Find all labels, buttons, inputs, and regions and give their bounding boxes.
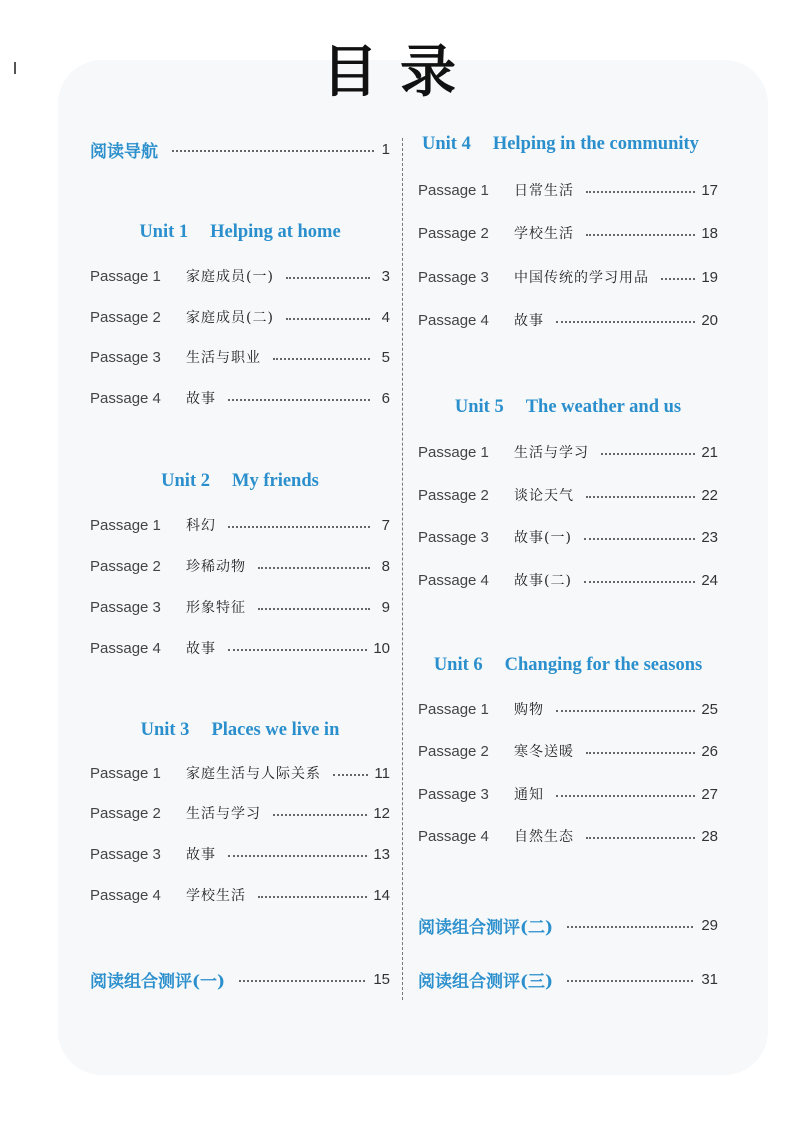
toc-entry[interactable] (418, 438, 718, 466)
toc-entry[interactable] (90, 262, 390, 290)
passage-topic: 故事 (514, 313, 544, 329)
unit-heading-6[interactable] (418, 655, 718, 685)
unit-number: Unit 1 (139, 222, 189, 242)
passage-topic: 寒冬送暖 (514, 744, 574, 760)
passage-topic: 通知 (514, 787, 544, 803)
leader-dots (584, 538, 695, 540)
toc-entry[interactable] (418, 737, 718, 765)
leader-dots (228, 526, 370, 528)
leader-dots (556, 321, 695, 323)
unit-name: My friends (231, 471, 319, 491)
unit-name: Helping at home (210, 222, 341, 242)
unit-name: The weather and us (525, 397, 682, 417)
leader-dots (239, 980, 365, 982)
page-number: 27 (701, 785, 718, 803)
leader-dots (273, 814, 367, 816)
passage-topic: 家庭成员(一) (186, 269, 274, 285)
toc-entry[interactable] (90, 840, 390, 868)
leader-dots (584, 581, 695, 583)
page-number: 9 (381, 598, 390, 616)
leader-dots (273, 358, 370, 360)
unit-number: Unit 2 (161, 471, 210, 491)
toc-entry[interactable] (418, 566, 718, 594)
passage-label: Passage 2 (418, 224, 489, 242)
passage-label: Passage 4 (90, 389, 161, 407)
passage-topic: 家庭成员(二) (186, 310, 274, 326)
leader-dots (586, 752, 695, 754)
passage-label: Passage 3 (418, 528, 489, 546)
toc-test-entry[interactable] (90, 964, 390, 994)
passage-topic: 故事 (186, 847, 216, 863)
passage-label: Passage 3 (90, 348, 161, 366)
passage-topic: 学校生活 (186, 888, 246, 904)
passage-label: Passage 2 (418, 742, 489, 760)
unit-number: Unit 5 (454, 397, 504, 417)
passage-topic: 谈论天气 (514, 488, 574, 504)
passage-label: Passage 3 (90, 598, 161, 616)
passage-label: Passage 4 (418, 311, 489, 329)
passage-topic: 故事(一) (514, 530, 572, 546)
passage-topic: 形象特征 (186, 600, 246, 616)
passage-label: Passage 3 (418, 785, 489, 803)
leader-dots (258, 608, 370, 610)
page-number: 25 (701, 700, 718, 718)
leader-dots (601, 453, 695, 455)
passage-label: Passage 4 (90, 639, 161, 657)
passage-label: Passage 1 (418, 181, 489, 199)
passage-topic: 学校生活 (514, 226, 574, 242)
passage-label: Passage 3 (418, 268, 489, 286)
page-number: 26 (701, 742, 718, 760)
unit-number: Unit 3 (140, 720, 190, 740)
toc-entry[interactable] (90, 881, 390, 909)
page-number: 7 (381, 516, 390, 534)
page-number: 14 (373, 886, 390, 904)
leader-dots (258, 896, 367, 898)
page-number: 13 (373, 845, 390, 863)
page-number: 21 (701, 443, 718, 461)
toc-entry[interactable] (90, 384, 390, 412)
page-number: 15 (373, 970, 390, 988)
page-number: 24 (701, 571, 718, 589)
passage-label: Passage 4 (90, 886, 161, 904)
passage-topic: 故事 (186, 391, 216, 407)
leader-dots (586, 234, 695, 236)
leader-dots (567, 926, 693, 928)
unit-name: Changing for the seasons (504, 655, 703, 675)
leader-dots (586, 496, 695, 498)
leader-dots (286, 318, 370, 320)
passage-topic: 购物 (514, 702, 544, 718)
leader-dots (556, 795, 695, 797)
passage-label: Passage 1 (90, 764, 161, 782)
unit-name: Helping in the community (492, 134, 699, 154)
passage-label: Passage 1 (418, 700, 489, 718)
toc-nav-title: 阅读导航 (90, 141, 158, 162)
toc-entry[interactable] (90, 759, 390, 787)
page-number: 3 (381, 267, 390, 285)
test-title: 阅读组合测评(一) (90, 971, 226, 992)
page-number: 31 (701, 970, 718, 988)
page-number: 20 (701, 311, 718, 329)
passage-topic: 珍稀动物 (186, 559, 246, 575)
passage-topic: 科幻 (186, 518, 216, 534)
toc-entry[interactable] (90, 511, 390, 539)
toc-test-entry[interactable] (418, 964, 718, 994)
passage-topic: 家庭生活与人际关系 (186, 766, 321, 782)
leader-dots (333, 774, 368, 776)
leader-dots (556, 710, 695, 712)
toc-entry[interactable] (90, 593, 390, 621)
unit-heading-2[interactable] (90, 471, 390, 501)
page-number: 29 (701, 916, 718, 934)
passage-label: Passage 4 (418, 827, 489, 845)
passage-topic: 自然生态 (514, 829, 574, 845)
passage-label: Passage 1 (90, 267, 161, 285)
page-title: 目录 (322, 40, 478, 105)
toc-entry[interactable] (418, 263, 718, 291)
passage-label: Passage 4 (418, 571, 489, 589)
leader-dots (172, 150, 374, 152)
page-number: 11 (374, 764, 390, 782)
page-number: 17 (701, 181, 718, 199)
passage-topic: 故事(二) (514, 573, 572, 589)
leader-dots (586, 837, 695, 839)
passage-topic: 中国传统的学习用品 (514, 270, 649, 286)
toc-entry[interactable] (90, 303, 390, 331)
toc-entry[interactable] (418, 780, 718, 808)
leader-dots (228, 855, 367, 857)
leader-dots (567, 980, 693, 982)
toc-entry[interactable] (418, 176, 718, 204)
toc-nav-entry[interactable] (90, 134, 390, 164)
toc-entry[interactable] (418, 219, 718, 247)
page-number: 8 (381, 557, 390, 575)
page-number: 19 (701, 268, 718, 286)
page-number: 6 (381, 389, 390, 407)
leader-dots (258, 567, 370, 569)
passage-label: Passage 1 (90, 516, 161, 534)
toc-entry[interactable] (418, 306, 718, 334)
page-number: 23 (701, 528, 718, 546)
passage-topic: 生活与学习 (186, 806, 261, 822)
leader-dots (286, 277, 370, 279)
toc-entry[interactable] (418, 822, 718, 850)
toc-entry[interactable] (90, 343, 390, 371)
page-number: 28 (701, 827, 718, 845)
toc-entry[interactable] (90, 552, 390, 580)
toc-test-entry[interactable] (418, 910, 718, 940)
passage-label: Passage 2 (90, 804, 161, 822)
test-title: 阅读组合测评(三) (418, 971, 554, 992)
page-number: 1 (381, 140, 390, 158)
passage-topic: 故事 (186, 641, 216, 657)
toc-entry[interactable] (90, 634, 390, 662)
leader-dots (661, 278, 695, 280)
toc-entry[interactable] (418, 481, 718, 509)
page-number: 4 (381, 308, 390, 326)
passage-label: Passage 2 (418, 486, 489, 504)
page-number: 12 (373, 804, 390, 822)
page-number: 18 (701, 224, 718, 242)
toc-entry[interactable] (418, 695, 718, 723)
unit-heading-1[interactable] (90, 222, 390, 252)
unit-name: Places we live in (211, 720, 340, 740)
passage-topic: 生活与职业 (186, 350, 261, 366)
column-divider (402, 138, 403, 1000)
unit-number: Unit 6 (433, 655, 483, 675)
passage-label: Passage 2 (90, 557, 161, 575)
passage-topic: 生活与学习 (514, 445, 589, 461)
unit-heading-4[interactable] (422, 134, 718, 164)
test-title: 阅读组合测评(二) (418, 917, 554, 938)
toc-entry[interactable] (90, 799, 390, 827)
leader-dots (228, 649, 367, 651)
leader-dots (586, 191, 695, 193)
passage-topic: 日常生活 (514, 183, 574, 199)
unit-number: Unit 4 (422, 134, 471, 154)
leader-dots (228, 399, 370, 401)
passage-label: Passage 1 (418, 443, 489, 461)
page-number: 10 (373, 639, 390, 657)
page-number: 22 (701, 486, 718, 504)
page-number: 5 (381, 348, 390, 366)
passage-label: Passage 2 (90, 308, 161, 326)
unit-heading-5[interactable] (418, 397, 718, 427)
toc-entry[interactable] (418, 523, 718, 551)
unit-heading-3[interactable] (90, 720, 390, 750)
passage-label: Passage 3 (90, 845, 161, 863)
